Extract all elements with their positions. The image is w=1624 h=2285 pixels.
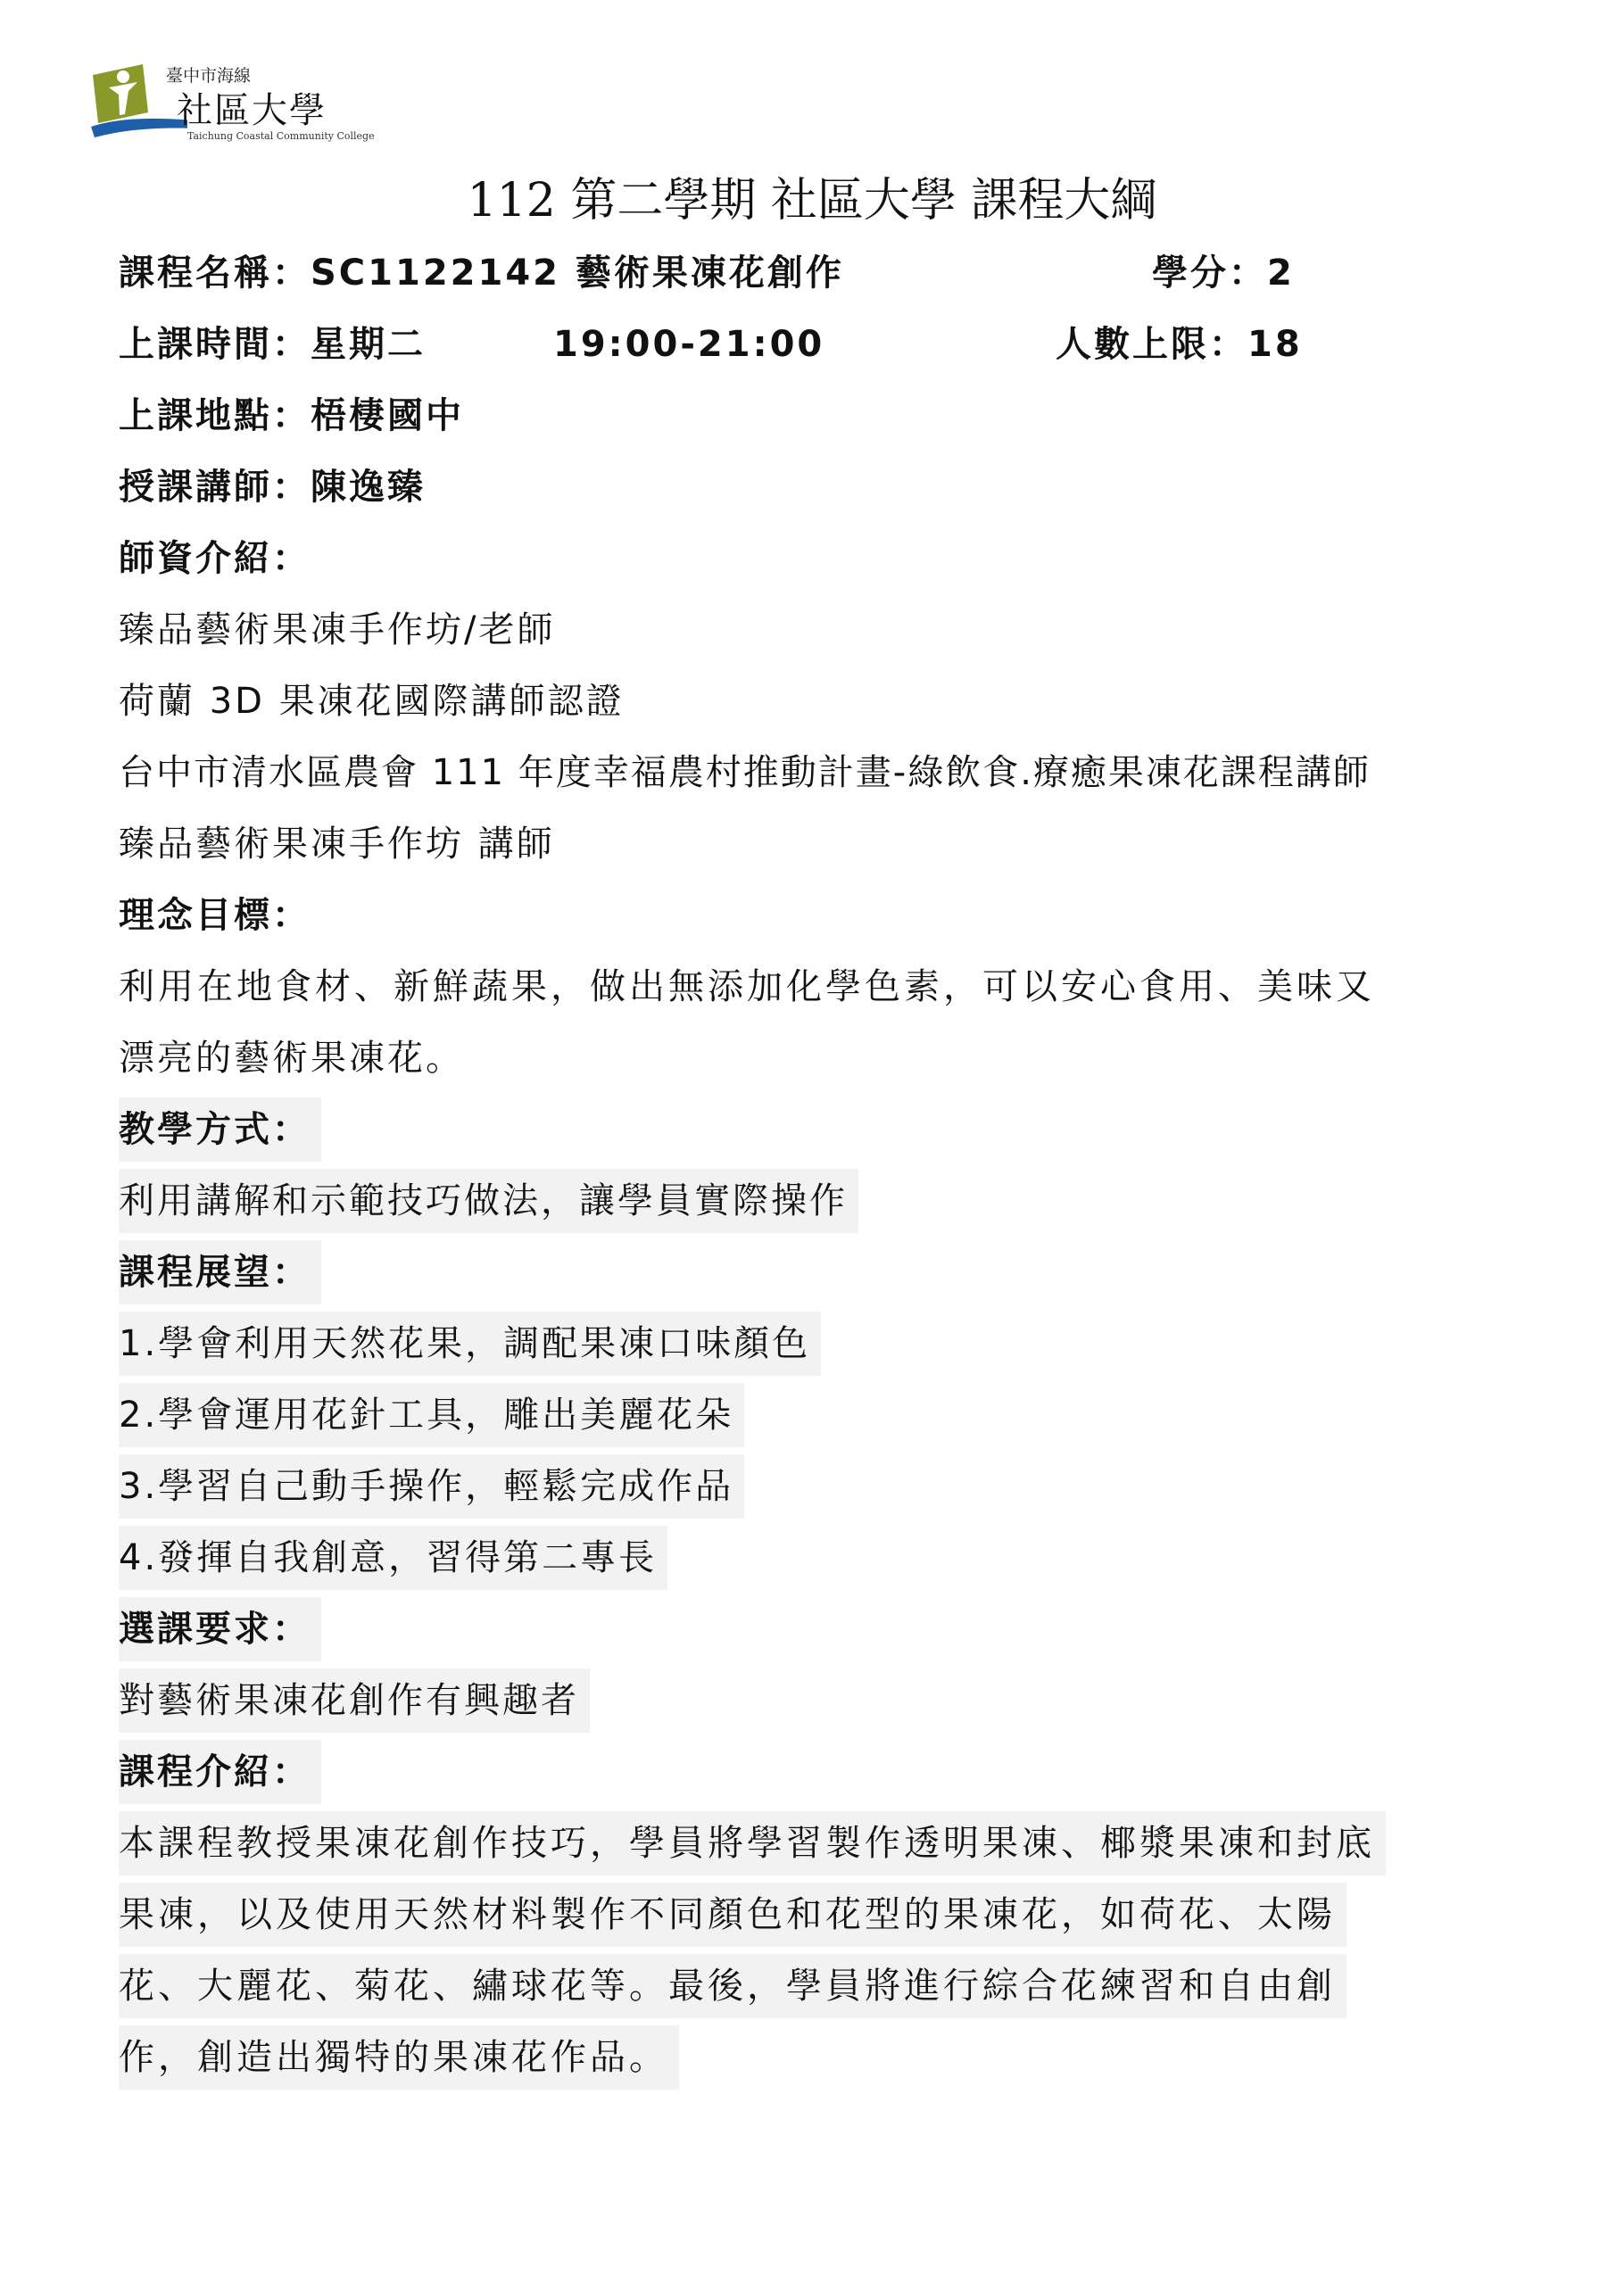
intro-line: 花、大麗花、菊花、繡球花等。最後，學員將進行綜合花練習和自由創 (119, 1954, 1346, 2018)
bio-line: 臻品藝術果凍手作坊/老師 (119, 609, 556, 650)
goal-line: 利用在地食材、新鮮蔬果，做出無添加化學色素，可以安心食用、美味又 (119, 966, 1375, 1007)
outlook-item: 3.學習自己動手操作，輕鬆完成作品 (119, 1454, 744, 1519)
logo-main-text: 社區大學 (177, 90, 327, 131)
document-title: 112 第二學期 社區大學 課程大綱 (467, 174, 1157, 228)
course-info-row-1 (119, 241, 1546, 305)
course-name: 課程名稱：SC1122142 藝術果凍花創作 (119, 253, 844, 294)
bio-heading: 師資介紹： (119, 538, 311, 579)
logo-top-text: 臺中市海線 (166, 66, 252, 86)
intro-line: 果凍，以及使用天然材料製作不同顏色和花型的果凍花，如荷花、太陽 (119, 1883, 1346, 1947)
outlook-heading: 課程展望： (119, 1240, 321, 1304)
instructor: 授課講師：陳逸臻 (119, 467, 426, 508)
class-time-label: 上課時間：星期二 (119, 324, 426, 365)
class-location: 上課地點：梧棲國中 (119, 395, 464, 436)
outlook-item: 1.學會利用天然花果，調配果凍口味顏色 (119, 1312, 821, 1376)
intro-line: 作，創造出獨特的果凍花作品。 (119, 2025, 679, 2090)
bio-line: 荷蘭 3D 果凍花國際講師認證 (119, 681, 625, 722)
bio-line: 臻品藝術果凍手作坊 講師 (119, 824, 555, 865)
requirements-line: 對藝術果凍花創作有興趣者 (119, 1668, 590, 1733)
outlook-item: 2.學會運用花針工具，雕出美麗花朵 (119, 1383, 744, 1447)
logo-english-text: Taichung Coastal Community College (187, 130, 375, 142)
course-credits: 學分：2 (1152, 253, 1295, 294)
intro-line: 本課程教授果凍花創作技巧，學員將學習製作透明果凍、椰漿果凍和封底 (119, 1811, 1386, 1875)
requirements-heading: 選課要求： (119, 1597, 321, 1661)
course-info-row-2 (119, 312, 1546, 377)
outlook-item: 4.發揮自我創意，習得第二專長 (119, 1526, 667, 1590)
intro-heading: 課程介紹： (119, 1740, 321, 1804)
goal-heading: 理念目標： (119, 895, 311, 936)
goal-line: 漂亮的藝術果凍花。 (119, 1038, 464, 1079)
college-logo (89, 61, 375, 146)
method-heading: 教學方式： (119, 1097, 321, 1162)
method-line: 利用講解和示範技巧做法，讓學員實際操作 (119, 1169, 858, 1233)
class-capacity: 人數上限：18 (1056, 324, 1303, 365)
class-time-value: 19:00-21:00 (553, 324, 825, 365)
bio-line: 台中市清水區農會 111 年度幸福農村推動計畫-綠飲食.療癒果凍花課程講師 (119, 752, 1371, 793)
